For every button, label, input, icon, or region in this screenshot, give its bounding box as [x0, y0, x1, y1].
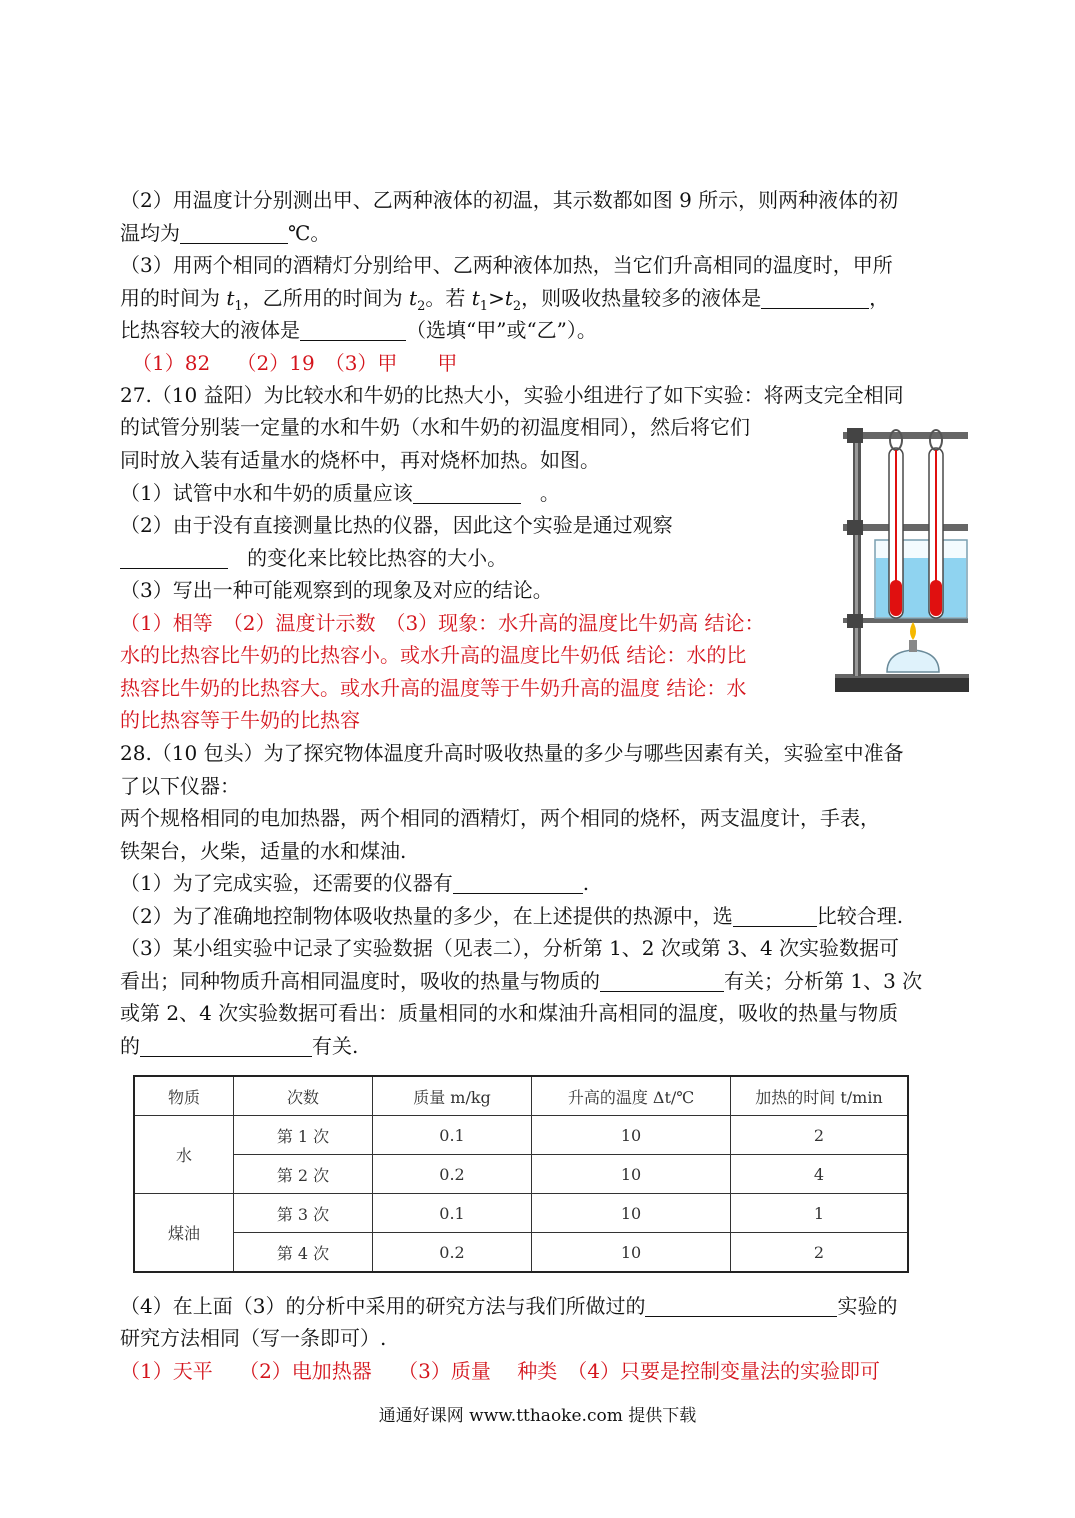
apparatus-figure [833, 420, 973, 700]
answer-blank [413, 481, 521, 504]
trial-cell: 第 2 次 [234, 1155, 373, 1194]
table-header: 加热的时间 t/min [731, 1076, 909, 1116]
table-row [134, 1233, 908, 1273]
time-cell: 4 [731, 1155, 909, 1194]
time-cell: 1 [731, 1194, 909, 1233]
substance-cell: 水 [134, 1116, 234, 1194]
q28-part2: （2）为了准确地控制物体吸收热量的多少，在上述提供的热源中，选 比较合理. [120, 904, 904, 928]
mass-cell: 0.1 [373, 1116, 532, 1155]
q27-answer-line2: 水的比热容比牛奶的比热容小。或水升高的温度比牛奶低 结论：水的比 [120, 643, 747, 667]
answer-blank [453, 871, 583, 894]
q28-answer: （1）天平 （2）电加热器 （3）质量 种类 （4）只要是控制变量法的实验即可 [120, 1359, 880, 1383]
answer-blank [120, 546, 228, 569]
mass-cell: 0.1 [373, 1194, 532, 1233]
answer-blank [761, 286, 869, 309]
q26-part3-line3: 比热容较大的液体是 （选填“甲”或“乙”）。 [120, 318, 597, 342]
answer-blank [300, 318, 406, 341]
q26-answer: （1）82 （2）19 （3）甲 甲 [132, 351, 458, 375]
answer-blank [645, 1294, 837, 1317]
q27-line3: 同时放入装有适量水的烧杯中，再对烧杯加热。如图。 [120, 448, 600, 472]
table-header: 次数 [234, 1076, 373, 1116]
answer-blank [180, 221, 288, 244]
q28-line3: 两个规格相同的电加热器，两个相同的酒精灯，两个相同的烧杯，两支温度计，手表， [120, 806, 880, 830]
q27-answer-line1: （1）相等 （2）温度计示数 （3）现象：水升高的温度比牛奶高 结论： [120, 611, 765, 635]
q27-answer-line3: 热容比牛奶的比热容大。或水升高的温度等于牛奶升高的温度 结论：水 [120, 676, 747, 700]
dt-cell: 10 [532, 1155, 731, 1194]
q27-line2: 的试管分别装一定量的水和牛奶（水和牛奶的初温度相同），然后将它们 [120, 415, 750, 439]
q26-part2-line2: 温均为 ℃。 [120, 221, 331, 245]
table-row [134, 1116, 908, 1155]
q27-answer-line4: 的比热容等于牛奶的比热容 [120, 708, 360, 732]
q27-part1: （1）试管中水和牛奶的质量应该 。 [120, 481, 560, 505]
mass-cell: 0.2 [373, 1233, 532, 1273]
q28-part3-line1: （3）某小组实验中记录了实验数据（见表二），分析第 1、2 次或第 3、4 次实验数据可 [120, 936, 900, 960]
q28-part1: （1）为了完成实验，还需要的仪器有 . [120, 871, 590, 895]
q28-part4-line1: （4）在上面（3）的分析中采用的研究方法与我们所做过的 实验的 [120, 1294, 898, 1318]
q26-part2-line1: （2）用温度计分别测出甲、乙两种液体的初温，其示数都如图 9 所示，则两种液体的初 [120, 188, 899, 212]
page-footer: 通通好课网 www.tthaoke.com 提供下载 [378, 1406, 697, 1426]
substance-cell: 煤油 [134, 1194, 234, 1273]
answer-blank [140, 1034, 312, 1057]
q27-part3: （3）写出一种可能观察到的现象及对应的结论。 [120, 578, 553, 602]
answer-blank [600, 969, 724, 992]
q27-part2-line2: 的变化来比较比热容的大小。 [120, 543, 507, 573]
table-header: 物质 [134, 1076, 234, 1116]
table-header: 升高的温度 Δt/℃ [532, 1076, 731, 1116]
q26-part3-line1: （3）用两个相同的酒精灯分别给甲、乙两种液体加热，当它们升高相同的温度时，甲所 [120, 253, 893, 277]
table-header-row [134, 1076, 908, 1116]
q28-part4-line2: 研究方法相同（写一条即可）. [120, 1326, 387, 1350]
dt-cell: 10 [532, 1194, 731, 1233]
table-row [134, 1194, 908, 1233]
trial-cell: 第 1 次 [234, 1116, 373, 1155]
q28-part3-line3: 或第 2、4 次实验数据可看出：质量相同的水和煤油升高相同的温度，吸收的热量与物质 [120, 1001, 899, 1025]
q28-line1: 28.（10 包头）为了探究物体温度升高时吸收热量的多少与哪些因素有关，实验室中准备 [120, 741, 904, 765]
q26-part3-line2: 用的时间为 $t_1$，乙所用的时间为 $t_2$。若 $t_1>t_2$，则吸收热量较多的液体是 ， [120, 286, 890, 314]
trial-cell: 第 3 次 [234, 1194, 373, 1233]
data-table [133, 1075, 909, 1273]
q28-part3-line2: 看出；同种物质升高相同温度时，吸收的热量与物质的 有关；分析第 1、3 次 [120, 969, 923, 993]
table-header: 质量 m/kg [373, 1076, 532, 1116]
time-cell: 2 [731, 1116, 909, 1155]
q28-part3-line4: 的 有关. [120, 1034, 359, 1058]
q27-line1: 27.（10 益阳）为比较水和牛奶的比热大小，实验小组进行了如下实验：将两支完全相同 [120, 383, 904, 407]
dt-cell: 10 [532, 1233, 731, 1273]
answer-blank [733, 904, 817, 927]
dt-cell: 10 [532, 1116, 731, 1155]
q28-line2: 了以下仪器： [120, 774, 240, 798]
q28-line4: 铁架台，火柴，适量的水和煤油. [120, 839, 407, 863]
mass-cell: 0.2 [373, 1155, 532, 1194]
time-cell: 2 [731, 1233, 909, 1273]
table-row [134, 1155, 908, 1194]
trial-cell: 第 4 次 [234, 1233, 373, 1273]
q27-part2: （2）由于没有直接测量比热的仪器，因此这个实验是通过观察 [120, 513, 673, 537]
